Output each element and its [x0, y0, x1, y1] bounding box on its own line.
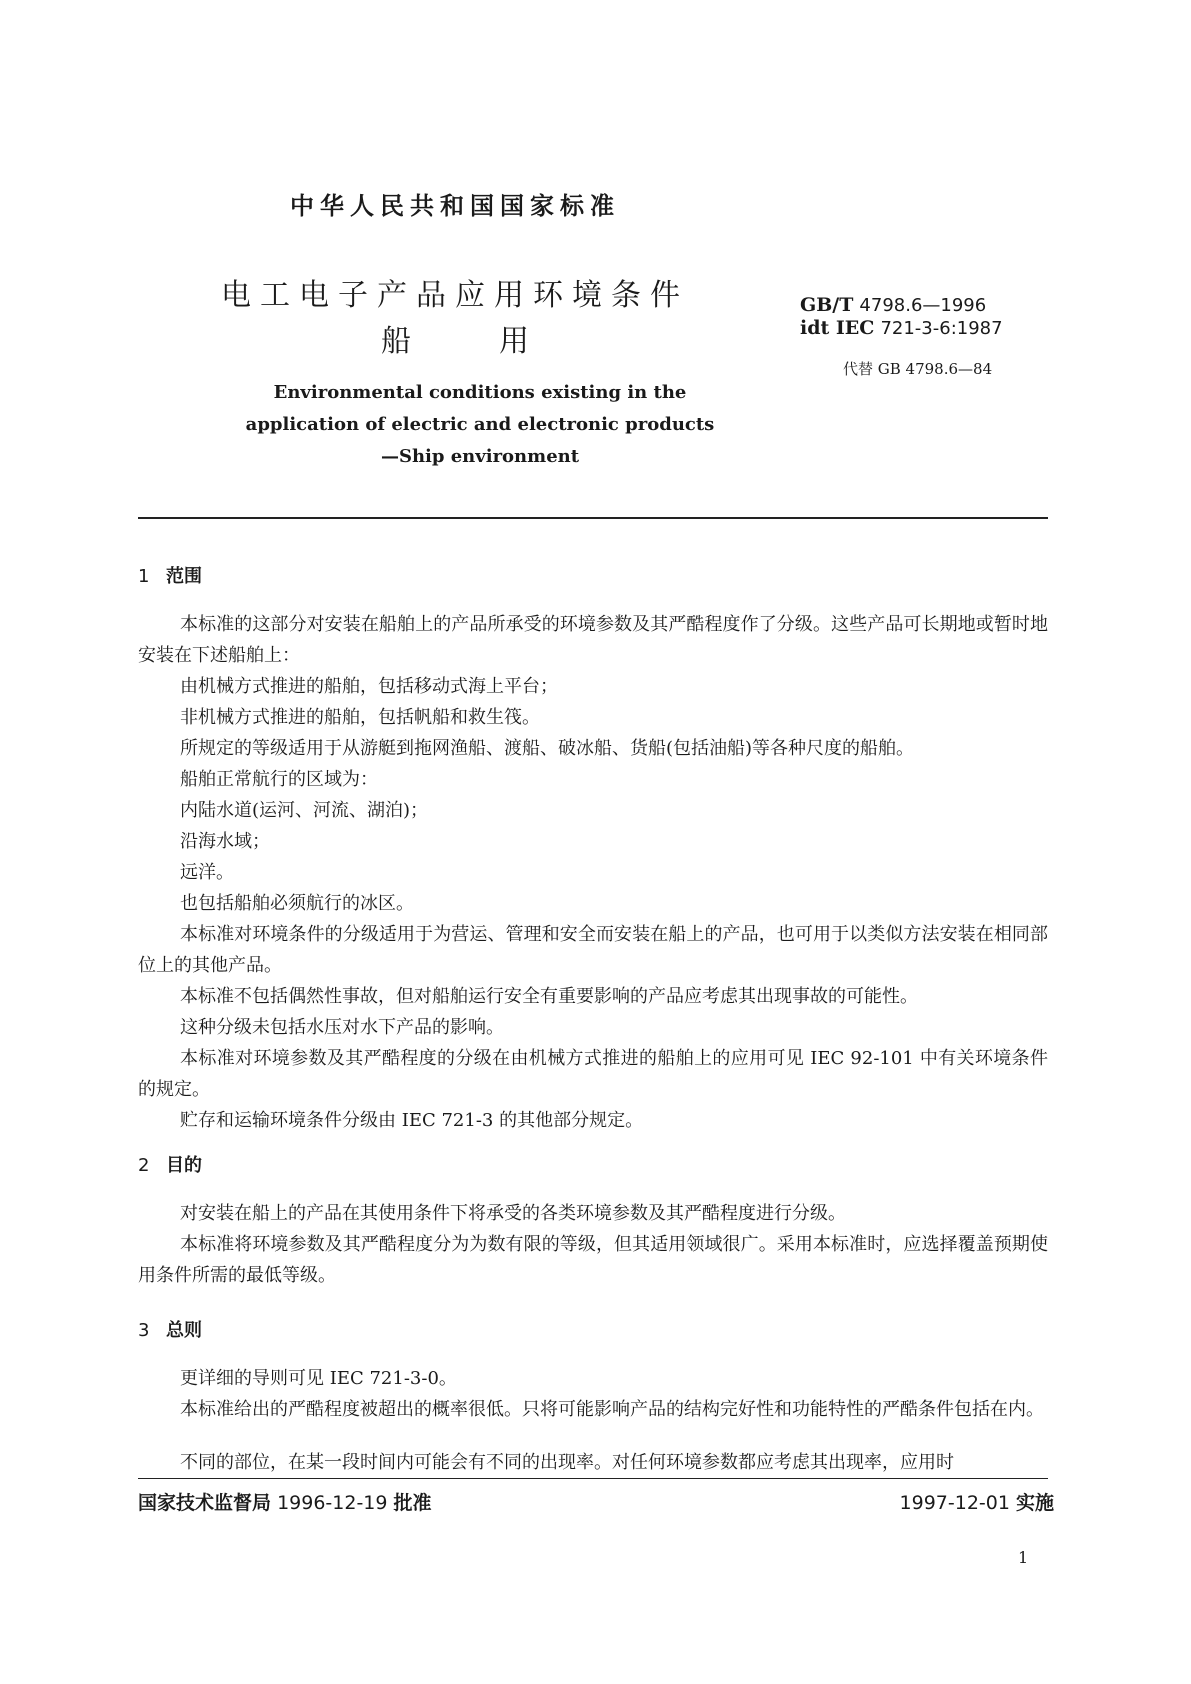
document-title-en — [230, 377, 730, 473]
section-title: 范围 — [166, 566, 202, 587]
paragraph: 也包括船舶必须航行的冰区。 — [180, 893, 414, 914]
idt-prefix: idt IEC — [800, 317, 875, 339]
section-number: 2 — [138, 1155, 150, 1176]
effective-line — [900, 1488, 1054, 1515]
title-en-line: application of electric and electronic products — [245, 414, 715, 435]
paragraph: 本标准将环境参数及其严酷程度分为为数有限的等级，但其适用领域很广。采用本标准时，应选择覆盖预期使用条件所需的最低等级。 — [138, 1234, 1048, 1286]
page-number: 1 — [1018, 1548, 1029, 1567]
section-heading — [138, 1316, 202, 1342]
effective-label: 实施 — [1015, 1492, 1054, 1514]
document-title-cn: 电工电子产品应用环境条件 — [221, 278, 689, 313]
paragraph: 贮存和运输环境条件分级由 IEC 721-3 的其他部分规定。 — [180, 1110, 644, 1131]
paragraph: 沿海水域； — [180, 831, 270, 852]
paragraph: 不同的部位，在某一段时间内可能会有不同的出现率。对任何环境参数都应考虑其出现率，应用时 — [180, 1452, 954, 1473]
paragraph: 这种分级未包括水压对水下产品的影响。 — [180, 1017, 504, 1038]
paragraph: 本标准对环境参数及其严酷程度的分级在由机械方式推进的船舶上的应用可见 IEC 92-101 中有关环境条件的规定。 — [138, 1048, 1048, 1100]
approval-org: 国家技术监督局 — [138, 1492, 272, 1514]
paragraph: 内陆水道(运河、河流、湖泊)； — [180, 800, 429, 821]
country-standard-title: 中华人民共和国国家标准 — [290, 192, 620, 220]
paragraph: 本标准对环境条件的分级适用于为营运、管理和安全而安装在船上的产品，也可用于以类似方法安装在相同部位上的其他产品。 — [138, 924, 1048, 976]
approval-label: 批准 — [393, 1492, 432, 1514]
title-en-line: Environmental conditions existing in the — [273, 382, 687, 403]
section-title: 总则 — [166, 1320, 202, 1341]
title-en-line: —Ship environment — [380, 446, 580, 467]
document-subtitle-cn — [0, 316, 910, 360]
subtitle-char-a: 船 — [381, 324, 411, 359]
paragraph: 本标准不包括偶然性事故，但对船舶运行安全有重要影响的产品应考虑其出现事故的可能性。 — [180, 986, 918, 1007]
section-heading — [138, 1151, 202, 1177]
section-title: 目的 — [166, 1155, 202, 1176]
replaces-note: 代替 GB 4798.6—84 — [843, 360, 993, 378]
standard-identifier — [800, 294, 1003, 340]
paragraph: 更详细的导则可见 IEC 721-3-0。 — [180, 1368, 457, 1389]
paragraph: 非机械方式推进的船舶，包括帆船和救生筏。 — [180, 707, 540, 728]
subtitle-char-b: 用 — [499, 324, 529, 359]
paragraph: 船舶正常航行的区域为： — [180, 769, 378, 790]
paragraph: 本标准给出的严酷程度被超出的概率很低。只将可能影响产品的结构完好性和功能特性的严酷条件包括在内。 — [180, 1399, 1044, 1420]
footer-divider — [138, 1478, 1048, 1479]
std-prefix: GB/T — [800, 294, 854, 316]
paragraph: 对安装在船上的产品在其使用条件下将承受的各类环境参数及其严酷程度进行分级。 — [180, 1203, 846, 1224]
paragraph: 本标准的这部分对安装在船舶上的产品所承受的环境参数及其严酷程度作了分级。这些产品可长期地或暂时地安装在下述船舶上： — [138, 614, 1048, 666]
header-divider — [138, 517, 1048, 519]
section-number: 1 — [138, 566, 150, 587]
approval-line — [138, 1488, 432, 1515]
effective-date: 1997-12-01 — [899, 1492, 1010, 1514]
section-number: 3 — [138, 1320, 150, 1341]
paragraph: 所规定的等级适用于从游艇到拖网渔船、渡船、破冰船、货船(包括油船)等各种尺度的船舶。 — [180, 738, 915, 759]
paragraph: 由机械方式推进的船舶，包括移动式海上平台； — [180, 676, 558, 697]
approval-date: 1996-12-19 — [277, 1492, 388, 1514]
idt-number: 721-3-6:1987 — [880, 318, 1003, 339]
section-heading — [138, 562, 202, 588]
std-number: 4798.6—1996 — [859, 295, 987, 316]
paragraph: 远洋。 — [180, 862, 234, 883]
